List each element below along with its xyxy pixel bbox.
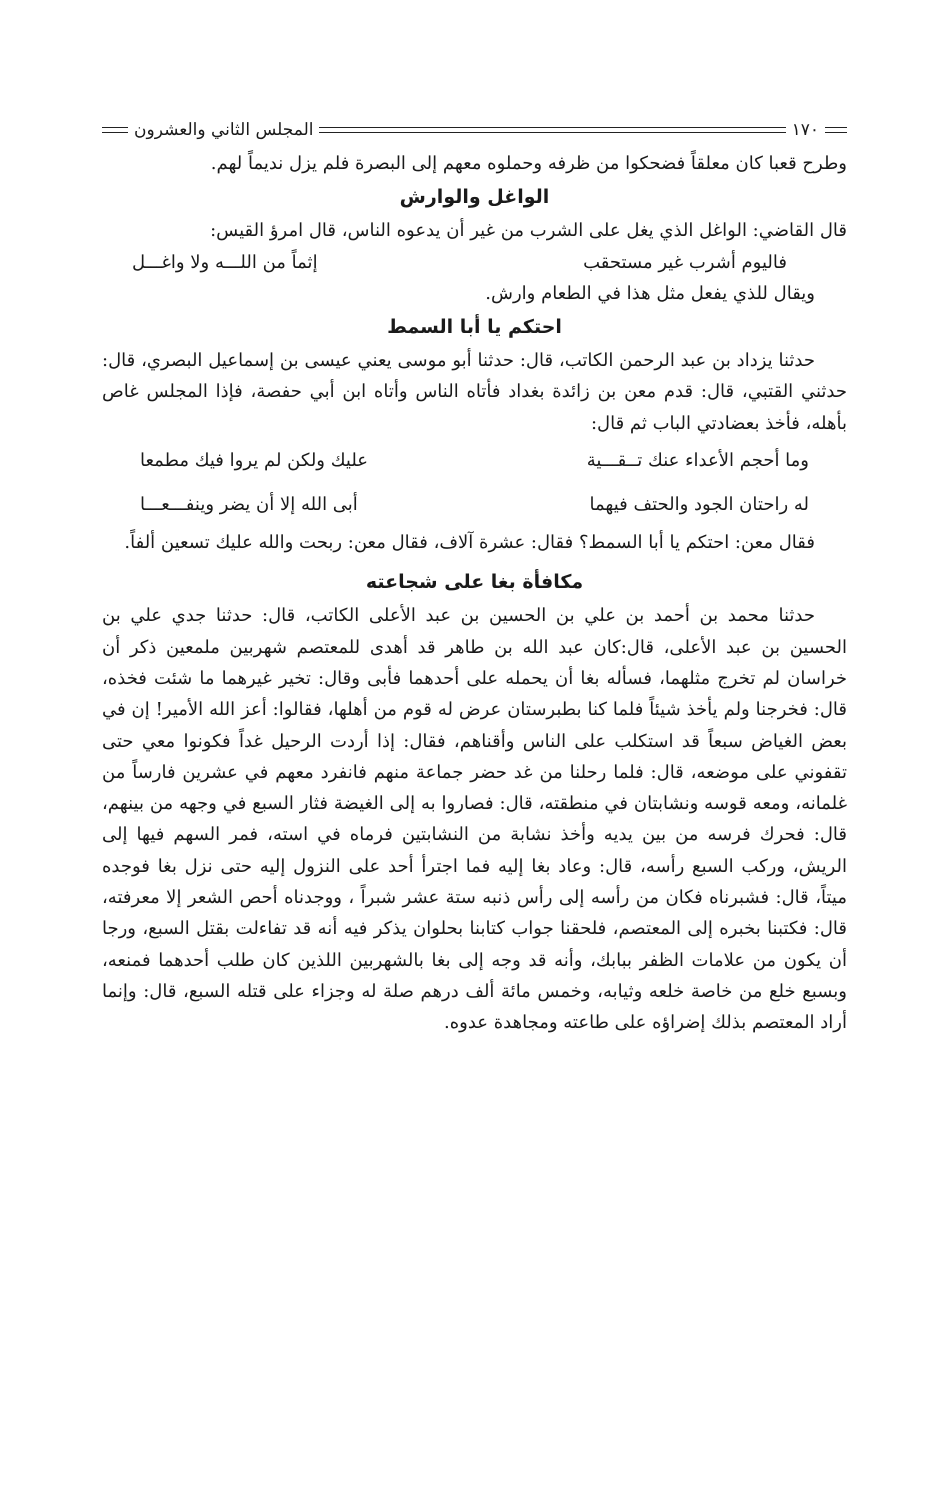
section-title-1: الواغل والوارش [399, 186, 550, 209]
section1-verse [102, 247, 847, 278]
verse-first-hemistich: وما أحجم الأعداء عنك تــقـــية [586, 450, 809, 472]
section3-para1: حدثنا محمد بن أحمد بن علي بن الحسين بن عبد الأعلى الكاتب، قال: حدثنا جدي علي بن الحسين بن عبد الأعلى، قال:كان عبد الله بن طاهر قد أهدى للمعتصم شهربين ملمعين ذكر أن خراسان لم تخرج مثلهما، فسأله بغا أن يحمله على أحدهما فأبى وقال: تخير غيرهما ما شئت فخذه، قال: فخرجنا ولم يأخذ شيئاً فلما كنا بطبرستان عرض له قوم من أهلها، فقالوا: أعز الله الأمير! إن في بعض الغياض سبعاً قد استكلب على الناس وأقناهم، فقال: إذا أردت الرحيل غداً فكونوا معي حتى تقفوني على موضعه، قال: فلما رحلنا من غد حضر جماعة منهم فانفرد معهم في عشرين فارساً من غلمانه، ومعه قوسه ونشابتان في منطقته، قال: فصاروا به إلى الغيضة فثار السبع في وجهه من بينهم، قال: فحرك فرسه من بين يديه وأخذ نشابة من النشابتين فرماه في استه، فمر السهم فيها إلى الريش، وركب السبع رأسه، قال: وعاد بغا إليه فما اجترأ أحد على النزول إليه حتى نزل بغا فوجده ميتاً، قال: فشبرناه فكان من رأسه إلى رأس ذنبه ستة عشر شبراً ، ووجدناه أحص الشعر إلا معرفته، قال: فكتبنا بخبره إلى المعتصم، فلحقنا جواب كتابنا بحلوان يذكر فيه أنه قد تفاءلت بقتل السبع، ورجا أن يكون من علامات الظفر ببابك، وأنه قد وجه إلى بغا بالشهربين اللذين كان طلب أحدهما فمنعه، وبسبع خلع من خاصة خلعه وثيابه، وخمس مائة ألف درهم صلة له وجزاء على قتله السبع، قال: وإنما أراد المعتصم بذلك إضراؤه على طاعته ومجاهدة عدوه. [102, 605, 848, 1034]
intro-line: وطرح قعبا كان معلقاً فضحكوا من ظرفه وحملوه معهم إلى البصرة فلم يزل نديماً لهم. [210, 153, 847, 174]
section-title-3: مكافأة بغا على شجاعته [365, 571, 584, 594]
page-number: ١٧٠ [791, 119, 819, 140]
verse-second-hemistich: أبى الله إلا أن يضر وينفـــعـــا [140, 494, 358, 516]
header-rule-left [102, 127, 128, 133]
verse-first-hemistich: فاليوم أشرب غير مستحقب [583, 251, 787, 273]
verse-second-hemistich: إثماً من اللـــه ولا واغـــل [132, 251, 318, 273]
chapter-title: المجلس الثاني والعشرون [134, 119, 314, 140]
section2-verse1 [102, 439, 847, 483]
section1-para2: ويقال للذي يفعل مثل هذا في الطعام وارش. [485, 282, 815, 304]
book-page [102, 112, 847, 1039]
section2-verse2 [102, 483, 847, 527]
verse-first-hemistich: له راحتان الجود والحتف فيهما [589, 494, 809, 516]
running-header [102, 112, 847, 148]
verse-second-hemistich: عليك ولكن لم يروا فيك مطمعا [140, 450, 369, 472]
header-rule-right [825, 127, 847, 133]
section-title-2: احتكم يا أبا السمط [387, 316, 562, 339]
section2-para2: فقال معن: احتكم يا أبا السمط؟ فقال: عشرة آلاف، فقال معن: ربحت والله عليك تسعين ألفاً. [124, 532, 815, 554]
header-rule [319, 127, 785, 133]
section2-para1: حدثنا يزداد بن عبد الرحمن الكاتب، قال: حدثنا أبو موسى يعني عيسى بن إسماعيل البصري، قال: حدثني القتبي، قال: قدم معن بن زائدة بغداد فأتاه الناس وأتاه ابن أبي حفصة، فإذا المجلس غاص بأهله، فأخذ بعضادتي الباب ثم قال: [102, 350, 847, 434]
section1-para1: قال القاضي: الواغل الذي يغل على الشرب من غير أن يدعوه الناس، قال امرؤ القيس: [210, 220, 847, 242]
